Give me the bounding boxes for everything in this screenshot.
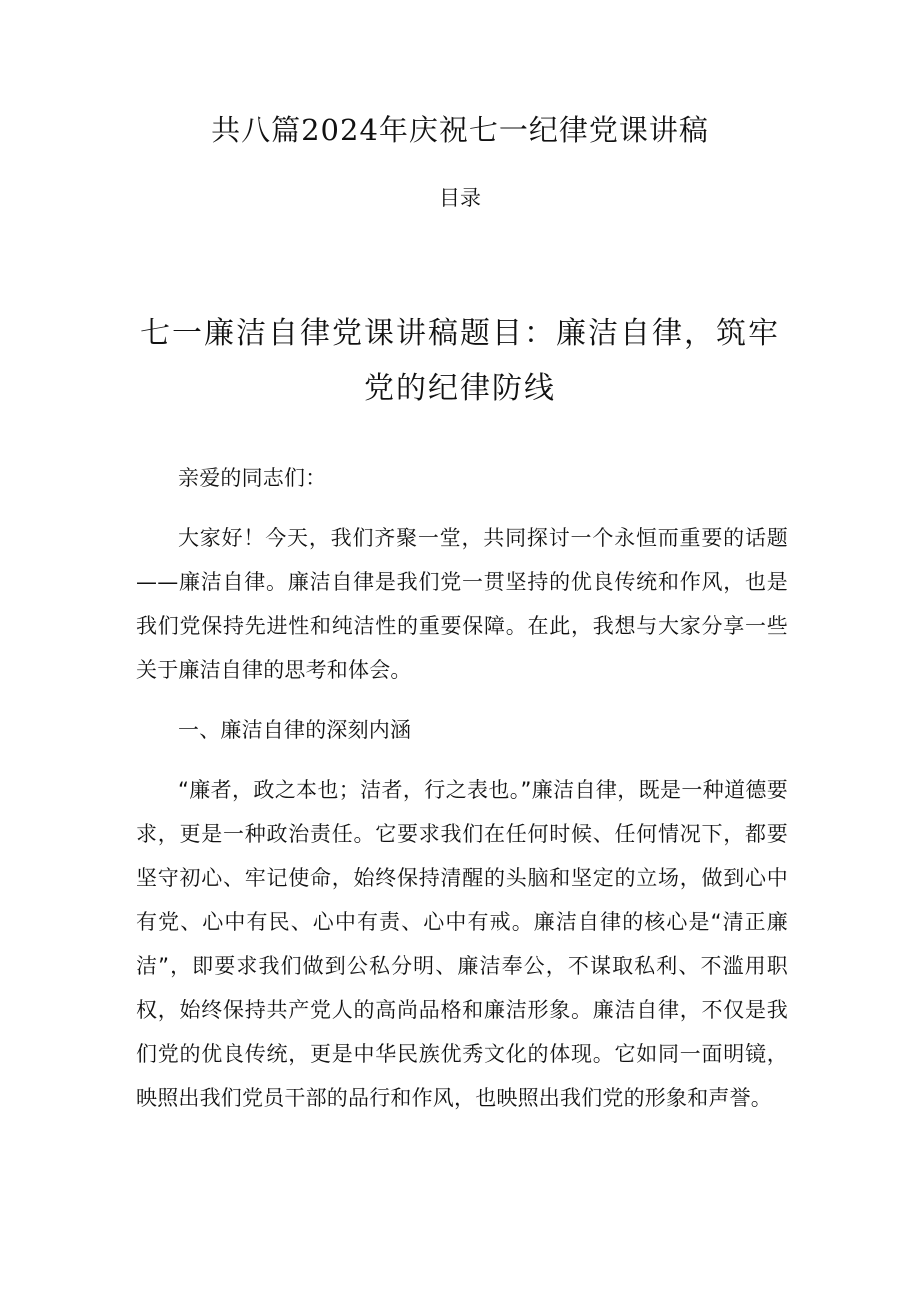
- article-body: [136, 456, 788, 1120]
- document-title: 共八篇2024年庆祝七一纪律党课讲稿: [211, 113, 709, 147]
- section-heading-1: 一、廉洁自律的深刻内涵: [178, 718, 412, 742]
- paragraph-section-1: “廉者，政之本也；洁者，行之表也。”廉洁自律，既是一种道德要求，更是一种政治责任。它要求我们在任何时候、任何情况下，都要坚守初心、牢记使命，始终保持清醒的头脑和坚定的立场，做到心中有党、心中有民、心中有责、心中有戒。廉洁自律的核心是“清正廉洁”，即要求我们做到公私分明、廉洁奉公，不谋取私利、不滥用职权，始终保持共产党人的高尚品格和廉洁形象。廉洁自律，不仅是我们党的优良传统，更是中华民族优秀文化的体现。它如同一面明镜，映照出我们党员干部的品行和作风，也映照出我们党的形象和声誉。: [136, 778, 788, 1110]
- article-title: 七一廉洁自律党课讲稿题目：廉洁自律，筑牢党的纪律防线: [140, 316, 780, 406]
- greeting: 亲爱的同志们：: [178, 466, 327, 490]
- toc-label: 目录: [439, 186, 481, 210]
- paragraph-intro: 大家好！今天，我们齐聚一堂，共同探讨一个永恒而重要的话题——廉洁自律。廉洁自律是我们党一贯坚持的优良传统和作风，也是我们党保持先进性和纯洁性的重要保障。在此，我想与大家分享一些关于廉洁自律的思考和体会。: [136, 526, 788, 682]
